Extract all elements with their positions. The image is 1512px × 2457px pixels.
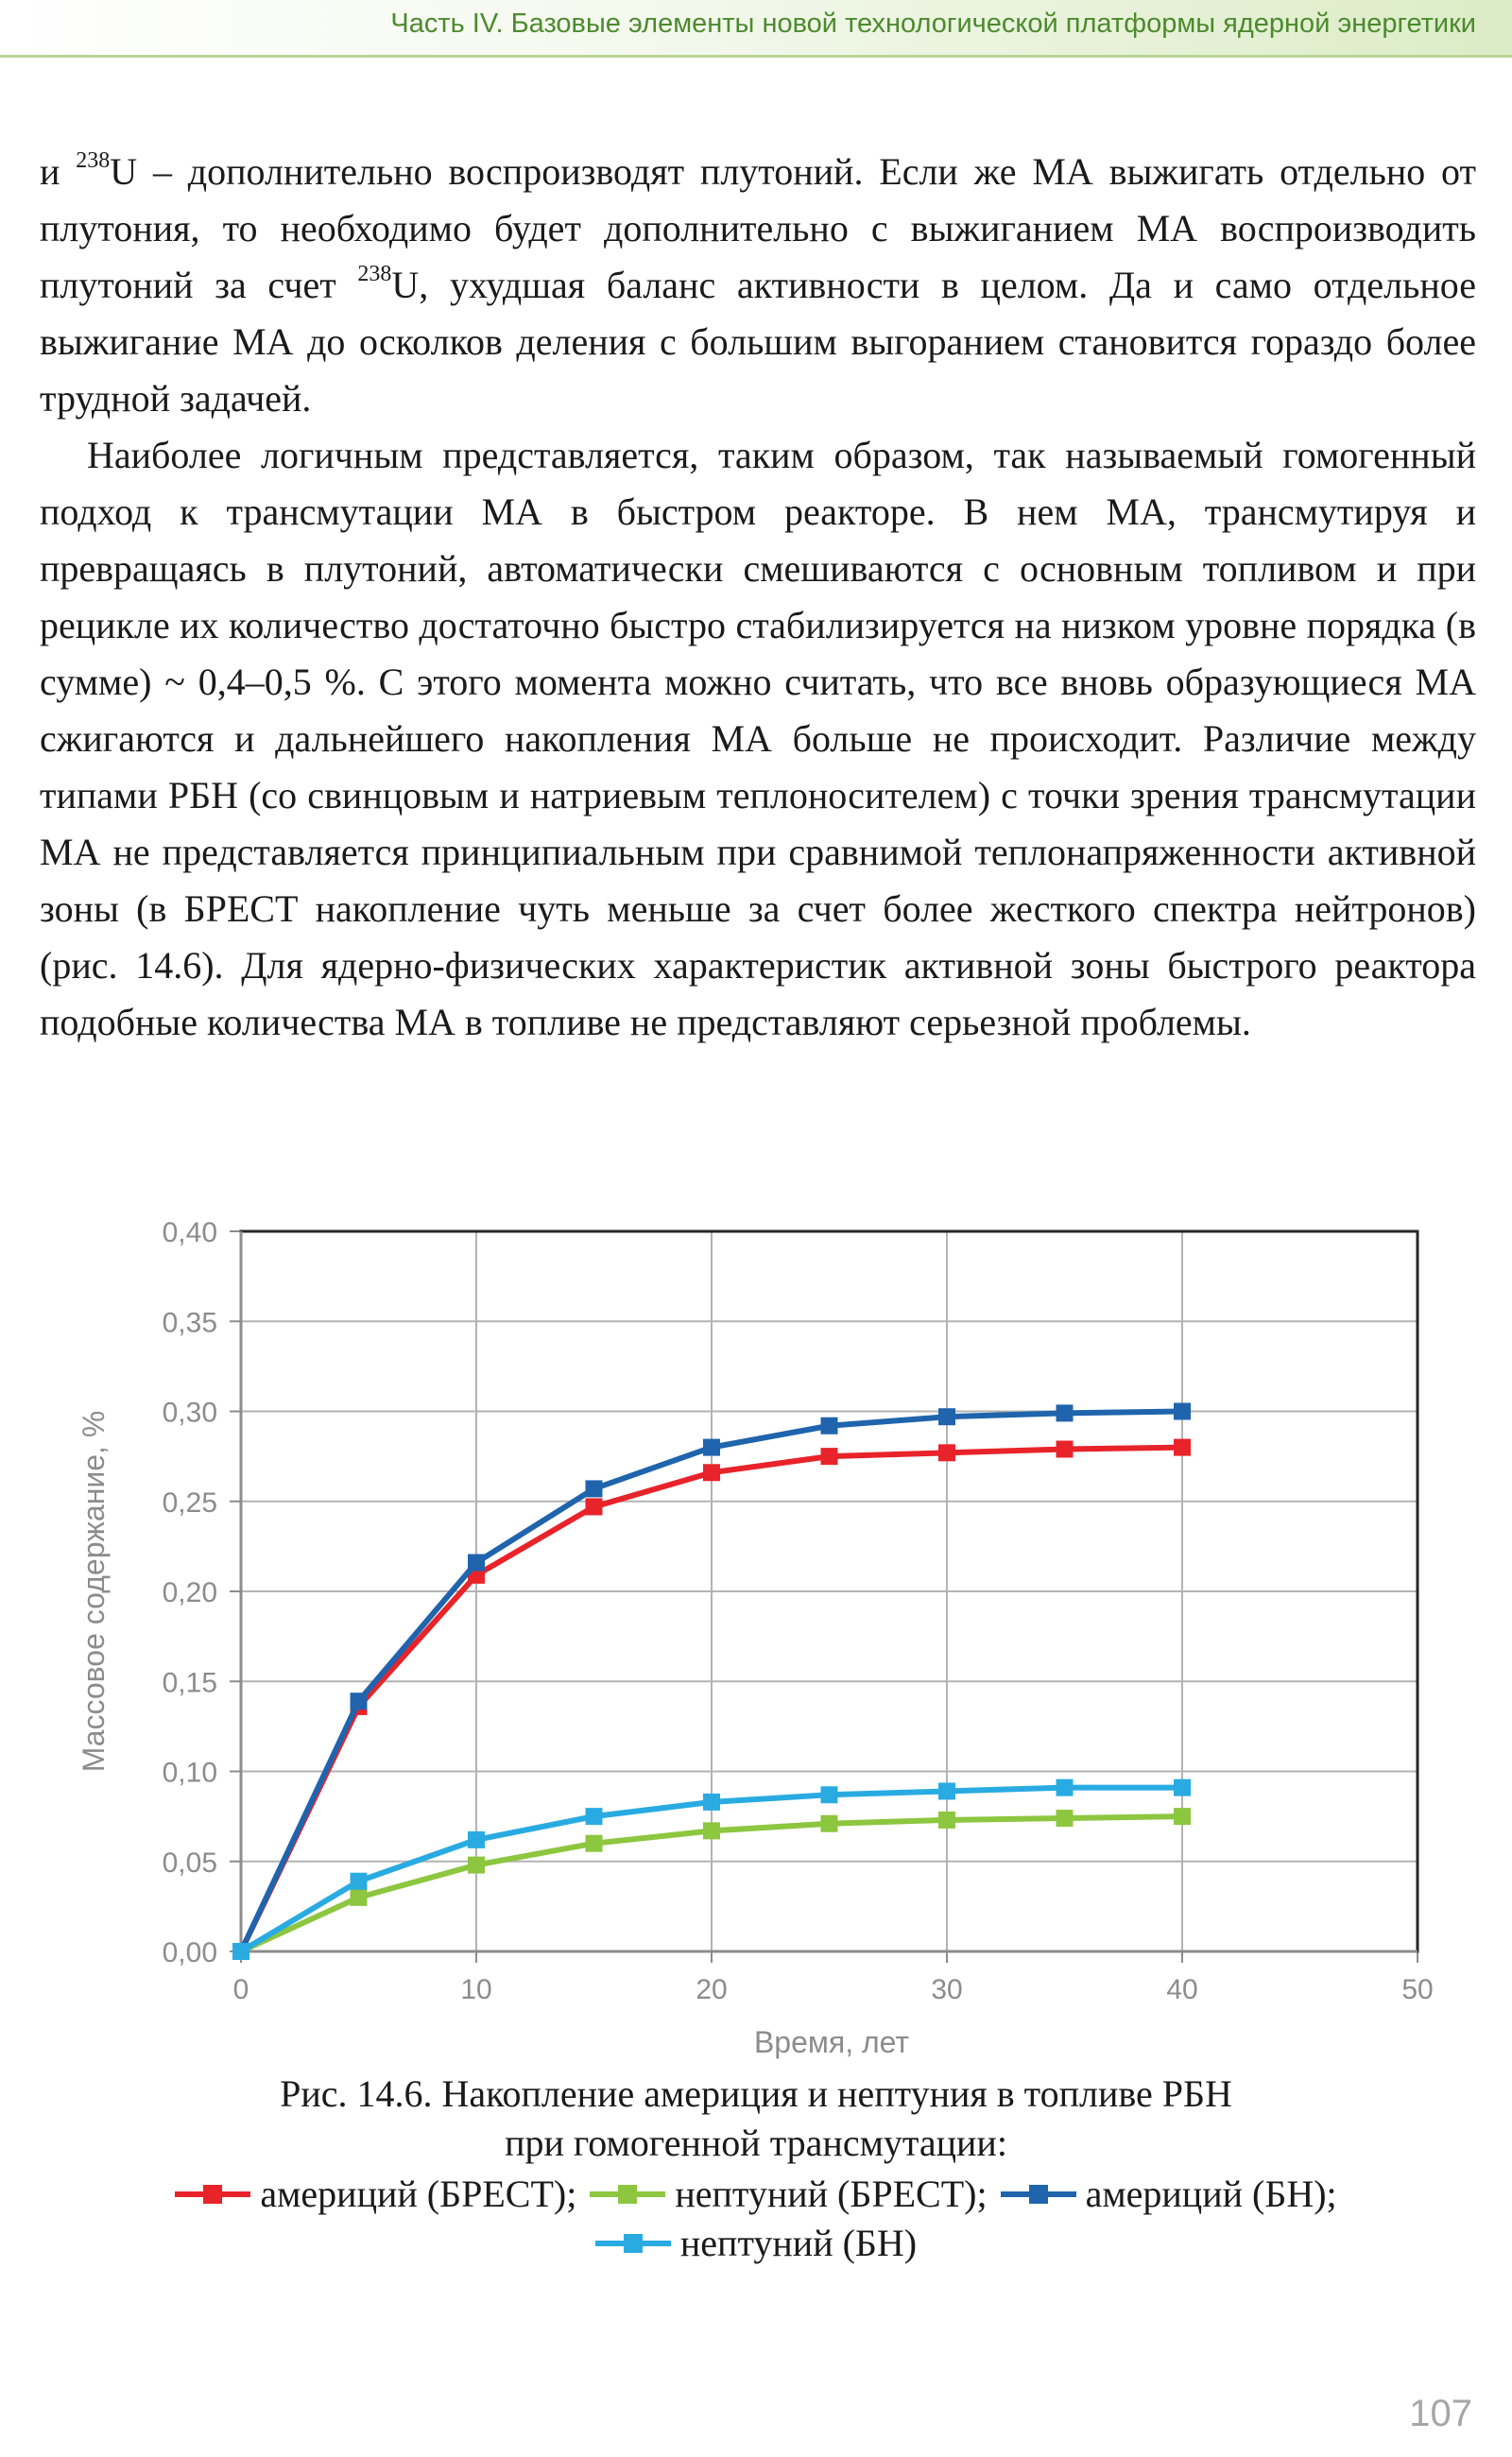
data-point — [1174, 1779, 1191, 1796]
legend-line-lightblue-icon — [595, 2241, 671, 2246]
data-point — [351, 1889, 368, 1906]
x-tick-label: 40 — [1166, 1974, 1198, 2005]
y-tick-label: 0,10 — [162, 1757, 217, 1789]
superscript-238-first: 238 — [76, 147, 111, 173]
data-point — [351, 1692, 368, 1710]
x-tick-label: 10 — [460, 1974, 492, 2005]
legend-item-neptunium-brest — [590, 2170, 987, 2219]
caption-line-1: Рис. 14.6. Накопление америция и нептуния в топливе РБН — [280, 2072, 1232, 2115]
paragraph-1-part-1: и — [40, 150, 77, 193]
data-point — [586, 1808, 603, 1825]
data-point — [351, 1873, 368, 1890]
data-point — [938, 1782, 955, 1799]
legend-label-neptunium-brest: нептуний (БРЕСТ); — [675, 2173, 988, 2215]
legend-item-americium-brest — [175, 2170, 576, 2219]
running-header — [0, 0, 1512, 58]
data-point — [1174, 1808, 1191, 1825]
body-text — [40, 144, 1476, 1051]
legend-row-2 — [0, 2219, 1512, 2268]
data-point — [938, 1444, 955, 1461]
data-point — [1057, 1441, 1074, 1458]
y-tick-label: 0,30 — [162, 1397, 217, 1429]
caption-line-2: при гомогенной трансмутации: — [505, 2122, 1007, 2164]
paragraph-1-part-3: U, ухудшая баланс активности в целом. Да и само отдельное выжигание МА до осколков деления с большим выгоранием становится гораздо более трудной задачей. — [40, 264, 1476, 420]
legend-line-blue-icon — [1001, 2191, 1076, 2197]
data-point — [586, 1498, 603, 1515]
data-point — [468, 1831, 485, 1848]
running-title: Часть IV. Базовые элементы новой технологической платформы ядерной энергетики — [390, 9, 1476, 39]
x-axis-label: Время, лет — [753, 2025, 910, 2059]
legend-line-red-icon — [175, 2191, 250, 2197]
paragraph-1 — [40, 144, 1476, 427]
data-point — [1057, 1810, 1074, 1827]
data-point — [1174, 1439, 1191, 1456]
x-tick-label: 50 — [1401, 1974, 1434, 2005]
legend-row-1 — [0, 2170, 1512, 2219]
legend-line-green-icon — [590, 2191, 665, 2197]
x-tick-label: 20 — [696, 1974, 728, 2005]
y-tick-label: 0,15 — [162, 1667, 217, 1699]
data-point — [468, 1555, 485, 1572]
y-axis-label: Массовое содержание, % — [77, 1410, 111, 1773]
legend — [0, 2170, 1512, 2268]
accumulation-chart — [0, 1191, 1512, 2070]
data-point — [821, 1815, 838, 1832]
x-tick-label: 30 — [931, 1974, 963, 2005]
data-point — [586, 1480, 603, 1497]
legend-label-americium-bn: америций (БН); — [1085, 2173, 1337, 2215]
y-tick-labels — [163, 1217, 217, 1968]
data-point — [468, 1857, 485, 1874]
data-point — [1057, 1404, 1074, 1421]
y-tick-label: 0,20 — [162, 1577, 217, 1608]
y-tick-label: 0,05 — [162, 1847, 217, 1879]
x-tick-labels — [233, 1974, 1434, 2005]
page-number: 107 — [1409, 2393, 1472, 2434]
data-point — [821, 1418, 838, 1435]
data-point — [703, 1794, 720, 1811]
paragraph-1-part-2: U – дополнительно воспроизводят плутоний. Если же МА выжигать отдельно от плутония, то необходимо будет дополнительно с выжиганием МА воспроизводить плутоний за счет — [40, 150, 1477, 306]
data-point — [703, 1464, 720, 1481]
superscript-238-second: 238 — [357, 261, 392, 286]
legend-item-neptunium-bn — [595, 2219, 917, 2268]
data-point — [703, 1439, 720, 1456]
data-point — [821, 1786, 838, 1803]
x-tick-label: 0 — [232, 1974, 249, 2005]
y-tick-label: 0,00 — [162, 1937, 217, 1968]
y-tick-label: 0,25 — [162, 1486, 217, 1519]
data-point — [938, 1812, 955, 1829]
figure-caption — [0, 2070, 1512, 2168]
data-point — [1174, 1403, 1191, 1420]
legend-label-neptunium-bn: нептуний (БН) — [679, 2222, 918, 2264]
data-point — [821, 1448, 838, 1465]
data-point — [586, 1835, 603, 1852]
data-point — [232, 1943, 249, 1960]
legend-item-americium-bn — [1001, 2170, 1337, 2219]
y-tick-label: 0,40 — [162, 1217, 217, 1248]
data-point — [703, 1822, 720, 1839]
data-point — [938, 1408, 955, 1425]
y-tick-label: 0,35 — [162, 1307, 217, 1339]
legend-label-americium-brest: америций (БРЕСТ); — [260, 2173, 577, 2215]
paragraph-2: Наиболее логичным представляется, таким образом, так называемый гомогенный подход к трансмутации МА в быстром реакторе. В нем МА, трансмутируя и превращаясь в плутоний, автоматически смешиваются с основным топливом и при рецикле их количество достаточно быстро стабилизируется на низком уровне порядка (в сумме) ~ 0,4–0,5 %. С этого момента можно считать, что все вновь образующиеся МА сжигаются и дальнейшего накопления МА больше не происходит. Различие между типами РБН (со свинцовым и натриевым теплоносителем) с точки зрения трансмутации МА не представляется принципиальным при сравнимой теплонапряженности активной зоны (в БРЕСТ накопление чуть меньше за счет более жесткого спектра нейтронов) (рис. 14.6). Для ядерно-физических характеристик активной зоны быстрого реактора подобные количества МА в топливе не представляют серьезной проблемы. — [40, 434, 1476, 1043]
data-point — [1057, 1779, 1074, 1796]
